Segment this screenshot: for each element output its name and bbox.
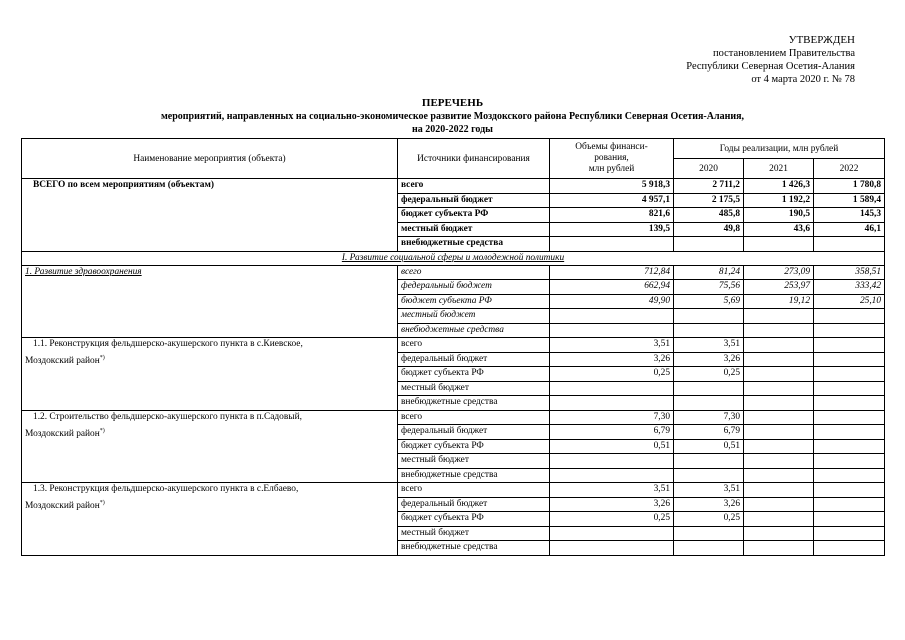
y2020-cell [674, 541, 744, 556]
y2021-cell [744, 237, 814, 252]
y2020-cell: 0,25 [674, 512, 744, 527]
y2021-cell [744, 483, 814, 498]
item-name: 1. Развитие здравоохранения [25, 266, 142, 277]
volume-cell: 7,30 [550, 410, 674, 425]
y2021-cell [744, 454, 814, 469]
source-cell: федеральный бюджет [398, 193, 550, 208]
volume-cell [550, 381, 674, 396]
header-volume-line1: Объемы финанси- [575, 142, 648, 152]
y2020-cell: 2 175,5 [674, 193, 744, 208]
table-row [22, 179, 885, 194]
item-name: ВСЕГО по всем мероприятиям (объектам) [33, 180, 214, 190]
source-cell: бюджет субъекта РФ [398, 367, 550, 382]
y2022-cell [814, 439, 885, 454]
y2022-cell [814, 512, 885, 527]
y2020-cell: 485,8 [674, 208, 744, 223]
y2022-cell [814, 526, 885, 541]
funding-table [21, 138, 885, 556]
header-2022: 2022 [814, 159, 885, 179]
y2022-cell [814, 541, 885, 556]
header-row [22, 139, 885, 159]
y2021-cell: 1 192,2 [744, 193, 814, 208]
table-row [22, 410, 885, 425]
footnote-mark: *) [99, 354, 105, 361]
y2020-cell: 0,51 [674, 439, 744, 454]
volume-cell [550, 237, 674, 252]
volume-cell: 0,25 [550, 512, 674, 527]
source-cell: внебюджетные средства [398, 541, 550, 556]
source-cell: федеральный бюджет [398, 497, 550, 512]
source-cell: местный бюджет [398, 222, 550, 237]
y2020-cell: 3,51 [674, 338, 744, 353]
item-name-cell [22, 410, 398, 483]
y2021-cell: 253,97 [744, 280, 814, 295]
header-2021: 2021 [744, 159, 814, 179]
y2022-cell: 46,1 [814, 222, 885, 237]
source-cell: федеральный бюджет [398, 425, 550, 440]
footnote-mark: *) [99, 427, 105, 434]
y2022-cell [814, 309, 885, 324]
y2022-cell [814, 410, 885, 425]
volume-cell: 6,79 [550, 425, 674, 440]
source-cell: местный бюджет [398, 526, 550, 541]
item-name-line1: 1.1. Реконструкция фельдшерско-акушерского пункта в с.Киевское, [33, 339, 303, 349]
y2021-cell [744, 396, 814, 411]
y2020-cell: 0,25 [674, 367, 744, 382]
y2022-cell [814, 425, 885, 440]
header-volume [550, 139, 674, 179]
y2021-cell [744, 338, 814, 353]
y2022-cell: 333,42 [814, 280, 885, 295]
y2021-cell [744, 512, 814, 527]
y2021-cell: 190,5 [744, 208, 814, 223]
source-cell: федеральный бюджет [398, 280, 550, 295]
source-cell: местный бюджет [398, 309, 550, 324]
y2020-cell: 3,26 [674, 497, 744, 512]
y2020-cell: 7,30 [674, 410, 744, 425]
y2021-cell [744, 309, 814, 324]
source-cell: бюджет субъекта РФ [398, 512, 550, 527]
source-cell: местный бюджет [398, 381, 550, 396]
y2020-cell: 3,26 [674, 352, 744, 367]
y2020-cell [674, 468, 744, 483]
source-cell: внебюджетные средства [398, 237, 550, 252]
approval-line-1: УТВЕРЖДЕН [788, 34, 855, 46]
y2021-cell [744, 425, 814, 440]
y2020-cell [674, 526, 744, 541]
y2021-cell [744, 468, 814, 483]
item-name-cell [22, 179, 398, 252]
volume-cell: 0,51 [550, 439, 674, 454]
y2021-cell [744, 497, 814, 512]
volume-cell: 49,90 [550, 294, 674, 309]
item-name-cell [22, 338, 398, 411]
document-years: на 2020-2022 годы [412, 124, 493, 135]
source-cell: бюджет субъекта РФ [398, 208, 550, 223]
source-cell: бюджет субъекта РФ [398, 439, 550, 454]
y2021-cell [744, 381, 814, 396]
y2020-cell [674, 323, 744, 338]
header-volume-line2: рования, [594, 153, 629, 163]
y2021-cell [744, 352, 814, 367]
y2022-cell: 1 589,4 [814, 193, 885, 208]
source-cell: федеральный бюджет [398, 352, 550, 367]
volume-cell [550, 396, 674, 411]
y2021-cell: 19,12 [744, 294, 814, 309]
approval-line-4: от 4 марта 2020 г. № 78 [751, 74, 855, 85]
y2022-cell: 25,10 [814, 294, 885, 309]
volume-cell [550, 309, 674, 324]
volume-cell: 712,84 [550, 265, 674, 280]
header-years-group: Годы реализации, млн рублей [674, 139, 885, 159]
source-cell: внебюджетные средства [398, 396, 550, 411]
source-cell: всего [398, 338, 550, 353]
item-name-cell [22, 265, 398, 338]
y2022-cell [814, 381, 885, 396]
y2022-cell [814, 352, 885, 367]
item-name-line1: 1.3. Реконструкция фельдшерско-акушерского пункта в с.Елбаево, [33, 484, 299, 494]
approval-block [686, 34, 855, 86]
y2022-cell [814, 497, 885, 512]
y2020-cell [674, 454, 744, 469]
approval-line-3: Республики Северная Осетия-Алания [686, 61, 855, 72]
item-name-district: Моздокский район [25, 356, 100, 366]
source-cell: внебюджетные средства [398, 468, 550, 483]
source-cell: всего [398, 265, 550, 280]
y2020-cell [674, 396, 744, 411]
y2021-cell [744, 323, 814, 338]
item-name-line1: 1.2. Строительство фельдшерско-акушерского пункта в п.Садовый, [33, 411, 302, 422]
header-name: Наименование мероприятия (объекта) [22, 139, 398, 179]
y2022-cell: 358,51 [814, 265, 885, 280]
volume-cell: 821,6 [550, 208, 674, 223]
volume-cell [550, 526, 674, 541]
y2020-cell [674, 309, 744, 324]
item-name-cell [22, 483, 398, 556]
volume-cell [550, 323, 674, 338]
header-source: Источники финансирования [398, 139, 550, 179]
y2020-cell: 6,79 [674, 425, 744, 440]
y2022-cell [814, 367, 885, 382]
y2021-cell: 1 426,3 [744, 179, 814, 194]
source-cell: всего [398, 410, 550, 425]
y2020-cell: 5,69 [674, 294, 744, 309]
y2022-cell [814, 323, 885, 338]
y2020-cell: 2 711,2 [674, 179, 744, 194]
y2022-cell [814, 454, 885, 469]
y2021-cell: 273,09 [744, 265, 814, 280]
y2022-cell [814, 237, 885, 252]
y2022-cell [814, 468, 885, 483]
approval-line-2: постановлением Правительства [712, 48, 855, 59]
item-name-district: Моздокский район [25, 428, 100, 439]
y2022-cell [814, 396, 885, 411]
y2022-cell: 145,3 [814, 208, 885, 223]
y2021-cell [744, 410, 814, 425]
document-heading: ПЕРЕЧЕНЬ [421, 97, 484, 109]
footnote-mark: *) [99, 499, 105, 506]
volume-cell: 3,51 [550, 483, 674, 498]
y2020-cell [674, 381, 744, 396]
source-cell: бюджет субъекта РФ [398, 294, 550, 309]
header-2020: 2020 [674, 159, 744, 179]
item-name-line2 [25, 500, 394, 512]
volume-cell: 3,26 [550, 497, 674, 512]
table-row [22, 338, 885, 353]
volume-cell: 3,51 [550, 338, 674, 353]
volume-cell [550, 541, 674, 556]
y2020-cell: 49,8 [674, 222, 744, 237]
volume-cell: 662,94 [550, 280, 674, 295]
source-cell: всего [398, 483, 550, 498]
table-row [22, 483, 885, 498]
y2020-cell [674, 237, 744, 252]
y2020-cell: 75,56 [674, 280, 744, 295]
y2022-cell [814, 483, 885, 498]
volume-cell: 5 918,3 [550, 179, 674, 194]
y2022-cell [814, 338, 885, 353]
section-row [22, 251, 885, 265]
y2021-cell [744, 439, 814, 454]
item-name-line2 [25, 428, 394, 440]
volume-cell: 4 957,1 [550, 193, 674, 208]
y2021-cell: 43,6 [744, 222, 814, 237]
source-cell: внебюджетные средства [398, 323, 550, 338]
source-cell: всего [398, 179, 550, 194]
volume-cell [550, 468, 674, 483]
volume-cell: 0,25 [550, 367, 674, 382]
section-title: I. Развитие социальной сферы и молодежной политики [22, 251, 885, 265]
header-volume-line3: млн рублей [588, 164, 635, 174]
item-name-district: Моздокский район [25, 501, 100, 511]
table-row [22, 265, 885, 280]
y2020-cell: 3,51 [674, 483, 744, 498]
y2021-cell [744, 367, 814, 382]
document-subtitle: мероприятий, направленных на социально-экономическое развитие Моздокского района Республики Северная Осетия-Алания, [160, 111, 745, 122]
volume-cell: 139,5 [550, 222, 674, 237]
source-cell: местный бюджет [398, 454, 550, 469]
volume-cell: 3,26 [550, 352, 674, 367]
y2020-cell: 81,24 [674, 265, 744, 280]
y2022-cell: 1 780,8 [814, 179, 885, 194]
item-name-line2 [25, 355, 394, 367]
y2021-cell [744, 526, 814, 541]
y2021-cell [744, 541, 814, 556]
volume-cell [550, 454, 674, 469]
